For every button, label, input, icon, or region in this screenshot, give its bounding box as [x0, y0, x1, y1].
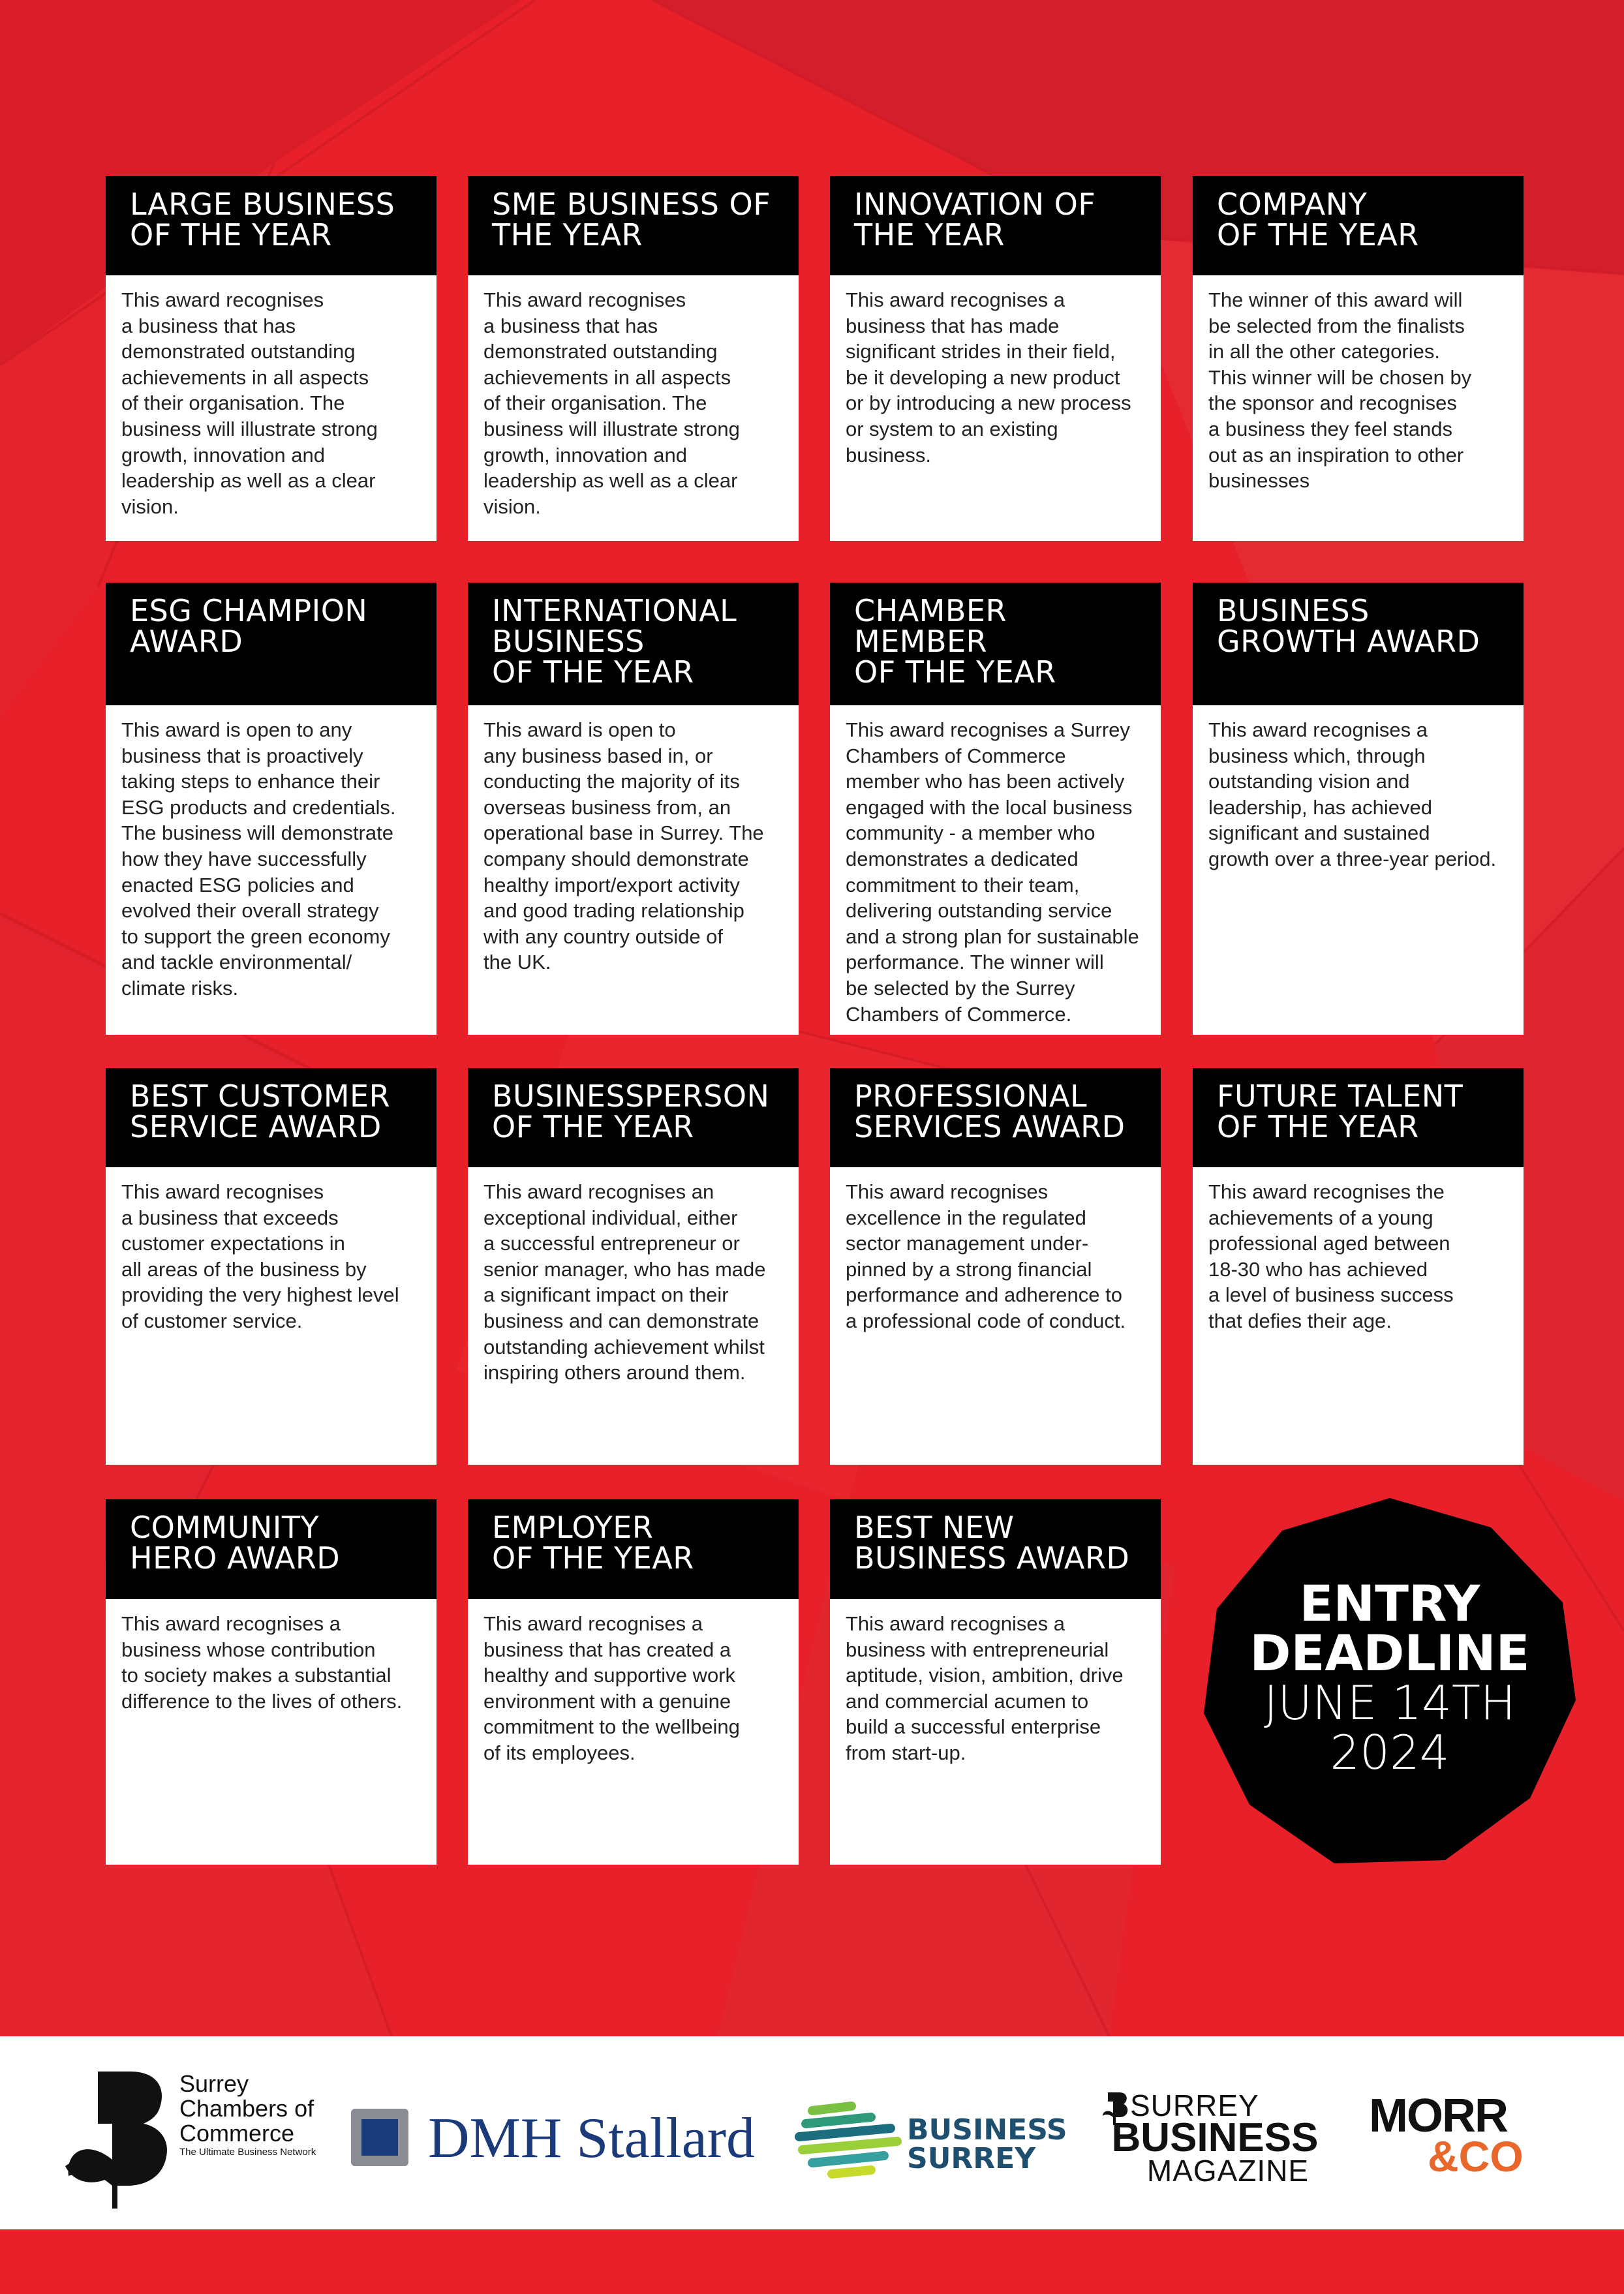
award-title: BUSINESSPERSON OF THE YEAR: [468, 1068, 799, 1167]
surrey-chambers-logo: [62, 2072, 336, 2209]
magazine-line3: MAGAZINE: [1146, 2154, 1310, 2188]
award-card-best-new-business: [830, 1499, 1161, 1865]
award-title: BEST CUSTOMER SERVICE AWARD: [106, 1068, 437, 1167]
award-title: EMPLOYER OF THE YEAR: [468, 1499, 799, 1599]
award-title: ESG CHAMPION AWARD: [106, 583, 437, 705]
chambers-tagline: The Ultimate Business Network: [179, 2147, 316, 2158]
award-card-international: [468, 583, 799, 1035]
award-card-large-business: [106, 176, 437, 541]
entry-deadline: [1204, 1574, 1576, 1780]
award-description: This award recognises a business whose contribution to society makes a substantial difference to the lives of others.: [121, 1612, 403, 1713]
award-title: FUTURE TALENT OF THE YEAR: [1193, 1068, 1524, 1167]
dmh-stallard-logo: [351, 2107, 762, 2173]
deadline-line1: ENTRY: [1299, 1574, 1480, 1632]
award-description: This award recognises a business with entrepreneurial aptitude, vision, ambition, drive and commercial acumen to build a successful enterprise from start-up.: [846, 1612, 1124, 1764]
morr-line2: &CO: [1428, 2132, 1524, 2180]
award-card-future-talent: [1193, 1068, 1524, 1465]
award-card-innovation: [830, 176, 1161, 541]
award-description: This award recognises a business that has demonstrated outstanding achievements in all aspects of their organisation. The business will illustrate strong growth, innovation and leadership as well as a clear vision.: [483, 288, 740, 518]
award-card-chamber-member: [830, 583, 1161, 1035]
award-description: This award recognises a business which, through outstanding vision and leadership, has achieved significant and sustained growth over a three-year period.: [1208, 718, 1497, 870]
award-description: This award recognises a business that exceeds customer expectations in all areas of the business by providing the very highest level of customer service.: [121, 1180, 399, 1332]
deadline-date: JUNE 14TH: [1264, 1675, 1516, 1730]
award-description: This award recognises an exceptional individual, either a successful entrepreneur or senior manager, who has made a significant impact on their business and can demonstrate outstanding achievement whilst inspiring others around them.: [483, 1180, 766, 1384]
magazine-line2: BUSINESS: [1111, 2115, 1319, 2160]
award-card-sme-business: [468, 176, 799, 541]
business-surrey-stripes-icon: [793, 2101, 904, 2179]
award-title: INTERNATIONAL BUSINESS OF THE YEAR: [468, 583, 799, 705]
award-card-customer-service: [106, 1068, 437, 1465]
award-title: INNOVATION OF THE YEAR: [830, 176, 1161, 275]
business-surrey-line2: SURREY: [907, 2142, 1036, 2175]
award-title: BUSINESS GROWTH AWARD: [1193, 583, 1524, 705]
chambers-b-icon: [62, 2072, 173, 2209]
bottom-bar: [0, 2229, 1624, 2294]
morr-line1: MORR: [1369, 2090, 1507, 2142]
award-description: The winner of this award will be selected from the finalists in all the other categories. This winner will be chosen by the sponsor and recognises a business they feel stands out as an inspiration to other businesses: [1208, 288, 1472, 493]
award-description: This award recognises the achievements of a young professional aged between 18-30 who has achieved a level of business success that defies their age.: [1208, 1180, 1454, 1332]
award-card-employer: [468, 1499, 799, 1865]
award-description: This award is open to any business that is proactively taking steps to enhance their ESG products and credentials. The business will demonstrate how they have successfully enacted ESG policies and evolved their overall strategy to support the green economy and tackle environmental/ climate risks.: [121, 718, 396, 1000]
award-card-esg-champion: [106, 583, 437, 1035]
award-description: This award recognises excellence in the regulated sector management under- pinned by a strong financial performance and adherence to a professional code of conduct.: [846, 1180, 1126, 1332]
deadline-line2: DEADLINE: [1249, 1624, 1530, 1682]
award-description: This award recognises a business that has created a healthy and supportive work environment with a genuine commitment to the wellbeing of its employees.: [483, 1612, 740, 1764]
award-card-professional-services: [830, 1068, 1161, 1465]
award-title: COMPANY OF THE YEAR: [1193, 176, 1524, 275]
morr-co-logo: [1369, 2090, 1539, 2180]
dmh-name: DMH Stallard: [428, 2107, 756, 2170]
chambers-line2: Chambers of: [179, 2095, 314, 2122]
deadline-year: 2024: [1330, 1725, 1450, 1780]
dmh-square-icon: [351, 2109, 408, 2166]
award-title: SME BUSINESS OF THE YEAR: [468, 176, 799, 275]
award-title: COMMUNITY HERO AWARD: [106, 1499, 437, 1599]
award-title: CHAMBER MEMBER OF THE YEAR: [830, 583, 1161, 705]
business-surrey-line1: BUSINESS: [907, 2113, 1067, 2147]
business-surrey-logo: [793, 2098, 1067, 2182]
award-title: LARGE BUSINESS OF THE YEAR: [106, 176, 437, 275]
award-title: BEST NEW BUSINESS AWARD: [830, 1499, 1161, 1599]
award-card-company: [1193, 176, 1524, 541]
surrey-business-magazine-logo: [1103, 2088, 1331, 2188]
award-description: This award recognises a business that has made significant strides in their field, be it developing a new product or by introducing a new process or system to an existing business.: [846, 288, 1131, 466]
award-card-business-growth: [1193, 583, 1524, 1035]
magazine-line1: SURREY: [1130, 2088, 1259, 2122]
award-description: This award recognises a business that has demonstrated outstanding achievements in all aspects of their organisation. The business will illustrate strong growth, innovation and leadership as well as a clear vision.: [121, 288, 378, 518]
award-title: PROFESSIONAL SERVICES AWARD: [830, 1068, 1161, 1167]
award-description: This award is open to any business based in, or conducting the majority of its overseas business from, an operational base in Surrey. The company should demonstrate healthy import/export activity and good trading relationship with any country outside of the UK.: [483, 718, 764, 974]
award-description: This award recognises a Surrey Chambers of Commerce member who has been actively engaged with the local business community - a member who demonstrates a dedicated commitment to their team, delivering outstanding service and a strong plan for sustainable performance. The winner will be selected by the Surrey Chambers of Commerce.: [846, 718, 1139, 1026]
award-card-community-hero: [106, 1499, 437, 1865]
award-card-businessperson: [468, 1068, 799, 1465]
chambers-line3: Commerce: [179, 2120, 295, 2147]
chambers-line1: Surrey: [179, 2070, 249, 2097]
